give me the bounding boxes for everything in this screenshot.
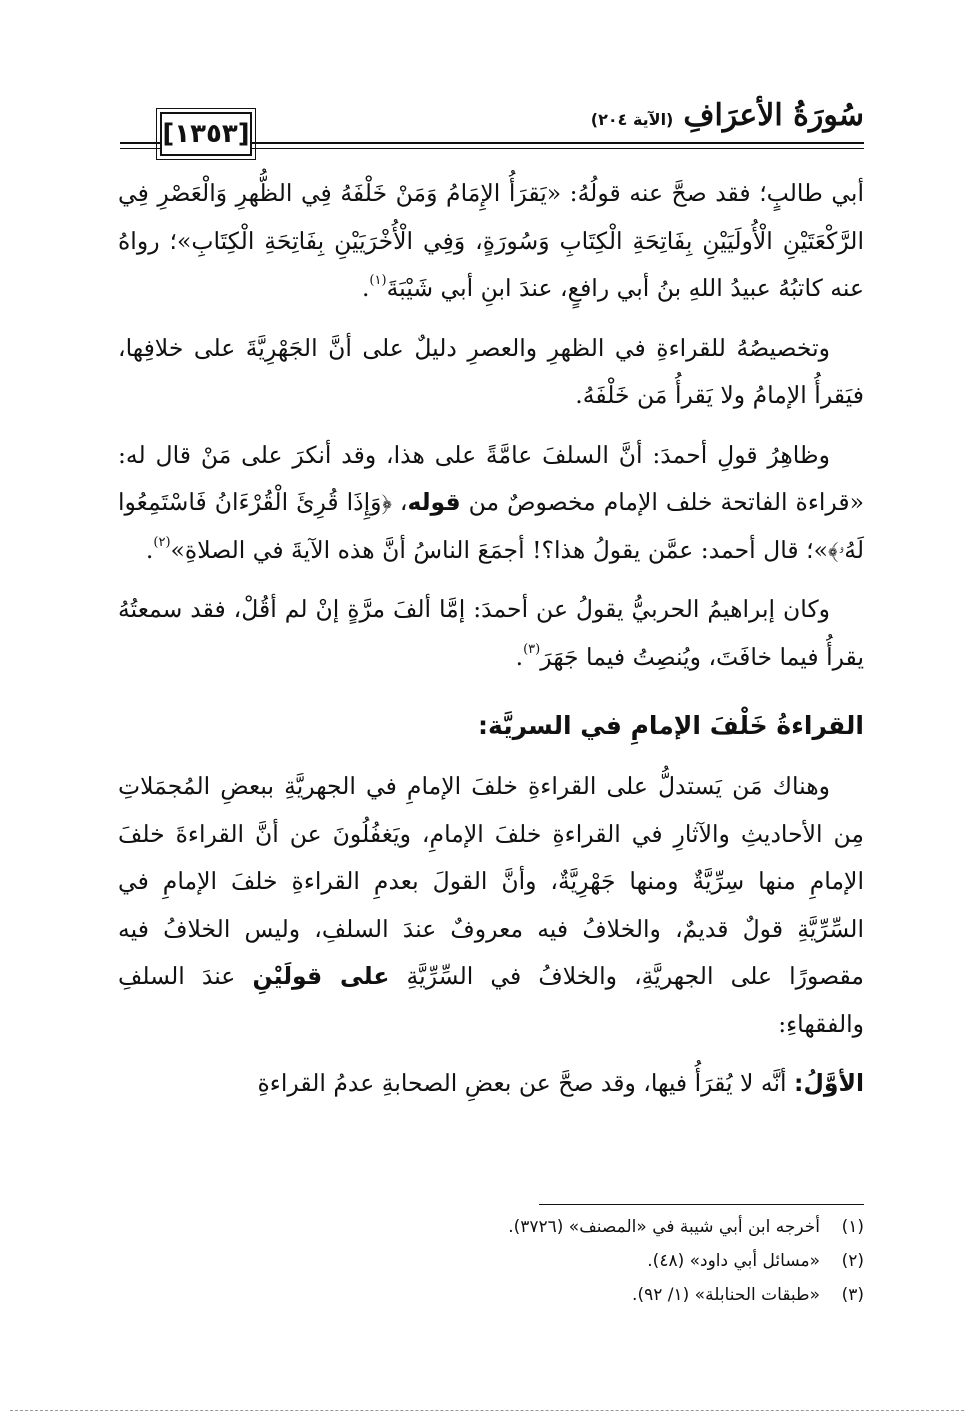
- page-header: [120, 92, 864, 162]
- footnote-3: [104, 1278, 864, 1312]
- main-text: [118, 170, 864, 1120]
- paragraph-text: وكان إبراهيمُ الحربيُّ يقولُ عن أحمدَ: إمَّا ألفَ مرَّةٍ إنْ لم أقُلْ، فقد سمعتُهُ يقرأُ فيما خافَتَ، ويُنصِتُ فيما جَهَرَ: [118, 595, 864, 671]
- paragraph-end: .: [361, 274, 370, 302]
- paragraph-2: وتخصيصُهُ للقراءةِ في الظهرِ والعصرِ دليلٌ على أنَّ الجَهْرِيَّةَ على خلافِها، فيَقرأُ الإمامُ ولا يَقرأُ مَن خَلْفَهُ.: [118, 333, 864, 409]
- paragraph-text: وظاهِرُ قولِ أحمدَ: أنَّ السلفَ عامَّةً على هذا، وقد أنكرَ على مَنْ قال له: «قراءة الفاتحة خلف الإمام مخصوصٌ من: [118, 440, 864, 516]
- footnote-ref-2[interactable]: (٢): [153, 534, 171, 550]
- running-title: [581, 98, 864, 133]
- footnote-ref-3[interactable]: (٣): [523, 641, 541, 657]
- footnote-number: (١): [841, 1217, 864, 1237]
- lead-word: الأوَّلُ:: [794, 1069, 864, 1097]
- paragraph-4: [118, 586, 864, 681]
- footnotes: [104, 1210, 864, 1312]
- paragraph-1: [118, 170, 864, 313]
- footnote-text: أخرجه ابن أبي شيبة في «المصنف» (٣٧٢٦).: [508, 1217, 820, 1237]
- footnote-2: [104, 1244, 864, 1278]
- paragraph-text: أنَّه لا يُقرَأُ فيها، وقد صحَّ عن بعضِ الصحابةِ عدمُ القراءةِ: [257, 1069, 795, 1097]
- footnote-number: (٢): [841, 1251, 864, 1271]
- footnote-text: «مسائل أبي داود» (٤٨).: [647, 1251, 820, 1271]
- footnote-text: «طبقات الحنابلة» (١/ ٩٢).: [632, 1285, 820, 1305]
- paragraph-end: .: [515, 642, 524, 671]
- paragraph-3: [118, 432, 864, 575]
- paragraph-text: أبي طالبٍ؛ فقد صحَّ عنه قولُهُ: «يَقرَأُ الإِمَامُ وَمَنْ خَلْفَهُ فِي الظُّهرِ وَالْعَصْرِ فِي الرَّكْعَتَيْنِ الْأُولَيَيْنِ بِفَاتِحَةِ الْكِتَابِ وَسُورَةٍ، وَفِي الْأُخْرَيَيْنِ بِفَاتِحَةِ الْكِتَابِ»؛ رواهُ عنه كاتبُهُ عبيدُ اللهِ بنُ أبي رافعٍ، عندَ ابنِ أبي شَيْبَةَ: [118, 179, 864, 302]
- bold-phrase: على قولَيْنِ: [252, 962, 390, 990]
- footnote-ref-1[interactable]: (١): [369, 273, 387, 288]
- footnote-number: (٣): [841, 1285, 864, 1305]
- footnote-1: [104, 1210, 864, 1244]
- bold-word: قوله: [407, 488, 461, 516]
- quran-quote-text: ، ﴿وَإِذَا قُرِئَ الْقُرْءَانُ فَاسْتَمِعُوا لَهُۥ﴾»؛ قال أحمد: عمَّن يقولُ هذا؟! أجمَعَ الناسُ أنَّ هذه الآيةَ في الصلاةِ»: [118, 488, 864, 564]
- paragraph-text: وهناك مَن يَستدلُّ على القراءةِ خلفَ الإمامِ في الجهريَّةِ ببعضِ المُجمَلاتِ مِن الأحاديثِ والآثارِ في القراءةِ خلفَ الإمامِ، ويَغفُلُونَ عن أنَّ القراءةَ خلفَ الإمامِ منها سِرِّيَّةٌ ومنها جَهْرِيَّةٌ، وأنَّ القولَ بعدمِ القراءةِ خلفَ الإمامِ في السِّرِّيَّةِ قولٌ قديمٌ، والخلافُ فيه معروفٌ عندَ السلفِ، وليس الخلافُ فيه مقصورًا على الجهريَّةِ، والخلافُ في السِّرِّيَّةِ: [118, 772, 864, 990]
- aya-reference: (الآية ٢٠٤): [590, 110, 674, 129]
- footnote-separator: [539, 1204, 864, 1205]
- section-heading: القراءةُ خَلْفَ الإمامِ في السريَّة:: [478, 711, 864, 740]
- page-number: [١٣٥٣]: [160, 112, 252, 156]
- paragraph-6: [118, 1060, 864, 1108]
- paragraph-tail: عندَ السلفِ والفقهاءِ:: [118, 962, 864, 1038]
- paragraph-end: .: [145, 535, 154, 564]
- sura-title: سُورَةُ الأعرَافِ: [683, 98, 864, 133]
- page-bottom-edge: [10, 1410, 964, 1411]
- paragraph-5: [118, 763, 864, 1048]
